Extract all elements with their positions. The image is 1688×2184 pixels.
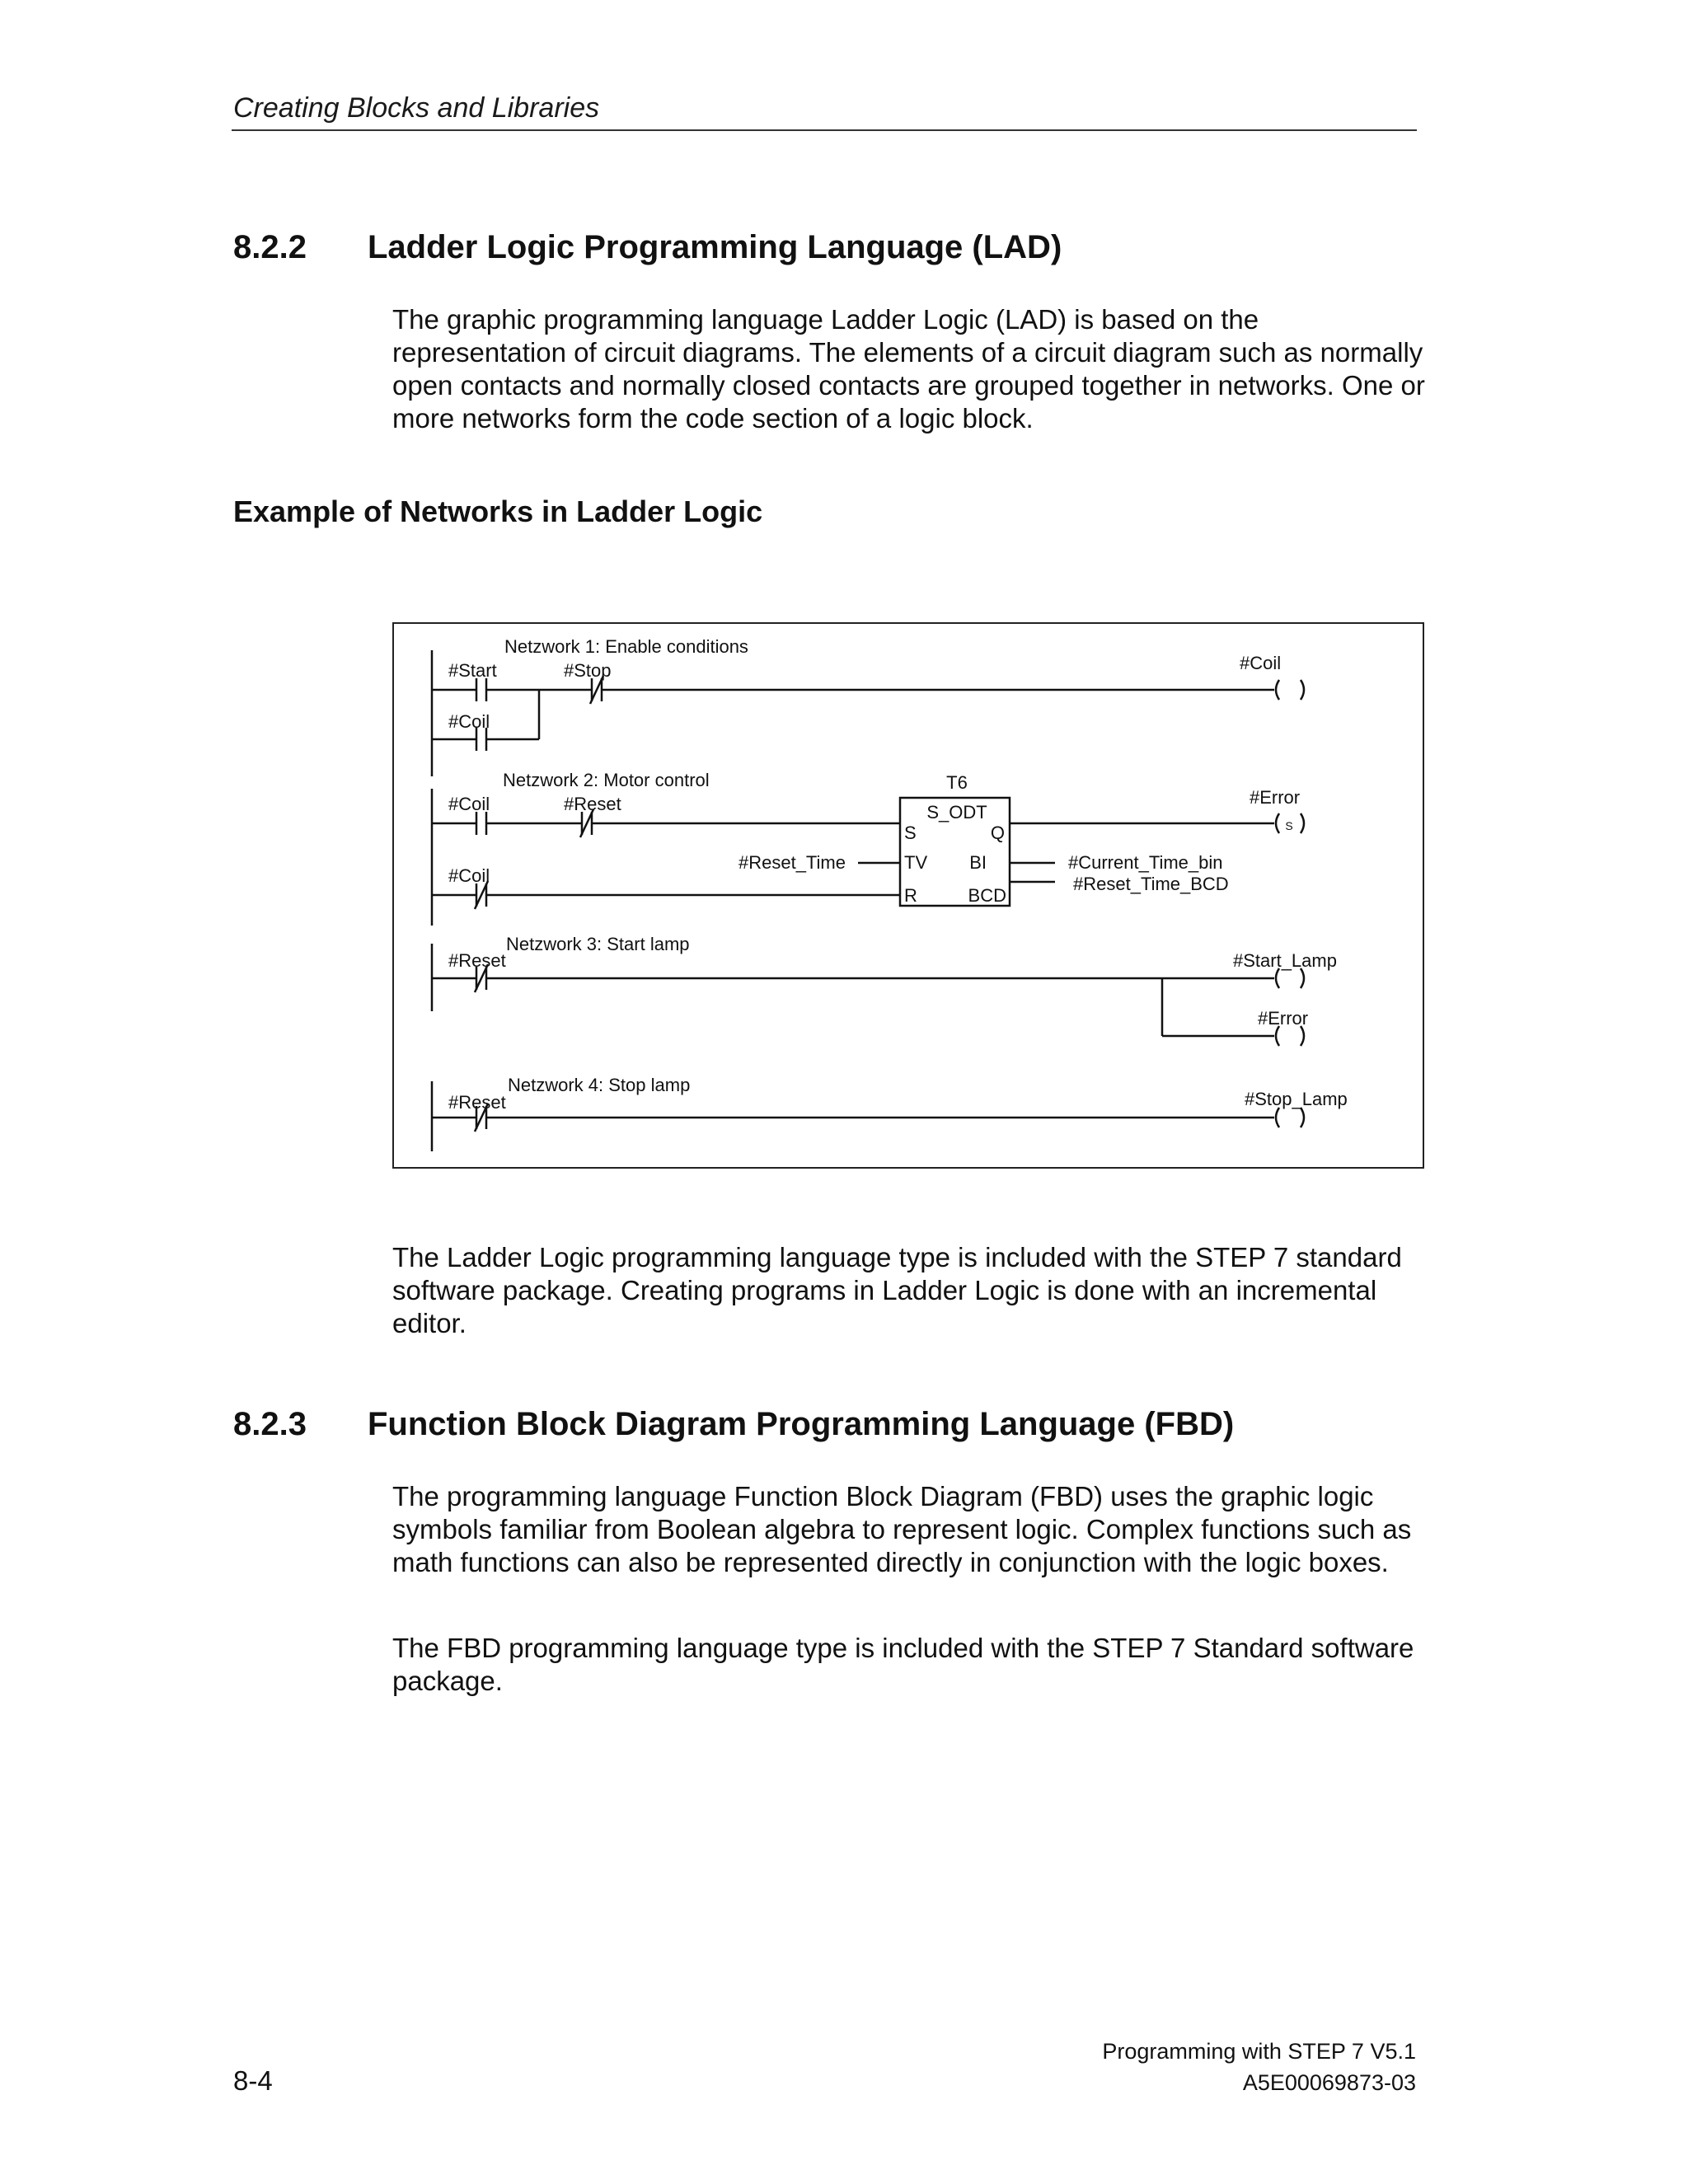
- section-823-paragraph-2: The FBD programming language type is included with the STEP 7 Standard software package.: [392, 1633, 1414, 1696]
- coil-label: #Start_Lamp: [1233, 950, 1337, 971]
- section-823-paragraph-1: The programming language Function Block Diagram (FBD) uses the graphic logic symbols familiar from Boolean algebra to represent logic. Complex functions such as math functions can also be represented directly in conjunction with the logic boxes.: [392, 1481, 1412, 1577]
- ladder-logic-figure: [392, 622, 1424, 1169]
- timer-pin-q: Q: [990, 823, 1005, 843]
- timer-name: T6: [946, 772, 968, 793]
- contact-label: #Coil: [448, 794, 490, 814]
- contact-label: #Coil: [448, 711, 490, 732]
- timer-bcd-operand: #Reset_Time_BCD: [1073, 874, 1229, 894]
- page-number: 8-4: [233, 2065, 273, 2096]
- timer-bi-operand: #Current_Time_bin: [1068, 852, 1223, 873]
- timer-tv-operand: #Reset_Time: [738, 852, 846, 873]
- network-1-title: Netzwork 1: Enable conditions: [504, 636, 748, 657]
- coil-symbol: [1276, 813, 1279, 833]
- contact-label: #Stop: [564, 660, 612, 681]
- coil-label: #Error: [1250, 787, 1301, 808]
- header-rule: [232, 129, 1417, 131]
- footer-doc-number: A5E00069873-03: [1242, 2070, 1416, 2095]
- footer-book-title: Programming with STEP 7 V5.1: [1102, 2039, 1416, 2064]
- network-3-title: Netzwork 3: Start lamp: [506, 934, 690, 954]
- ladder-diagram: [394, 624, 1426, 1170]
- running-header: Creating Blocks and Libraries: [233, 92, 600, 124]
- network-4-title: Netzwork 4: Stop lamp: [508, 1075, 691, 1095]
- timer-pin-r: R: [904, 885, 917, 906]
- network-2-title: Netzwork 2: Motor control: [503, 770, 710, 790]
- contact-label: #Start: [448, 660, 497, 681]
- coil-label: #Error: [1258, 1008, 1309, 1029]
- section-822-after-figure: The Ladder Logic programming language type is included with the STEP 7 standard software package. Creating programs in Ladder Logic is done with an incremental editor.: [392, 1242, 1402, 1338]
- coil-symbol: [1276, 1108, 1279, 1127]
- timer-pin-tv: TV: [904, 852, 928, 873]
- timer-type: S_ODT: [926, 802, 987, 823]
- section-822-title: Ladder Logic Programming Language (LAD): [368, 229, 1062, 265]
- timer-pin-s: S: [904, 823, 917, 843]
- example-heading: Example of Networks in Ladder Logic: [233, 494, 763, 528]
- coil-label: #Coil: [1240, 653, 1282, 673]
- coil-symbol: [1276, 968, 1279, 988]
- coil-symbol: [1276, 680, 1279, 700]
- set-coil-mark: S: [1285, 819, 1293, 832]
- timer-pin-bcd: BCD: [968, 885, 1006, 906]
- section-823-number: 8.2.3: [233, 1406, 307, 1442]
- contact-label: #Reset: [564, 794, 621, 814]
- section-822-intro: The graphic programming language Ladder Logic (LAD) is based on the representation of circuit diagrams. The elements of a circuit diagram such as normally open contacts and normally closed contacts are grouped together in networks. One or more networks form the code section of a logic block.: [392, 304, 1425, 434]
- contact-label: #Reset: [448, 950, 506, 971]
- contact-label: #Reset: [448, 1092, 506, 1113]
- coil-symbol: [1276, 1026, 1279, 1046]
- timer-pin-bi: BI: [969, 852, 987, 873]
- section-823-title: Function Block Diagram Programming Language (FBD): [368, 1406, 1235, 1442]
- section-822-number: 8.2.2: [233, 229, 307, 265]
- coil-label: #Stop_Lamp: [1245, 1089, 1348, 1109]
- contact-label: #Coil: [448, 865, 490, 886]
